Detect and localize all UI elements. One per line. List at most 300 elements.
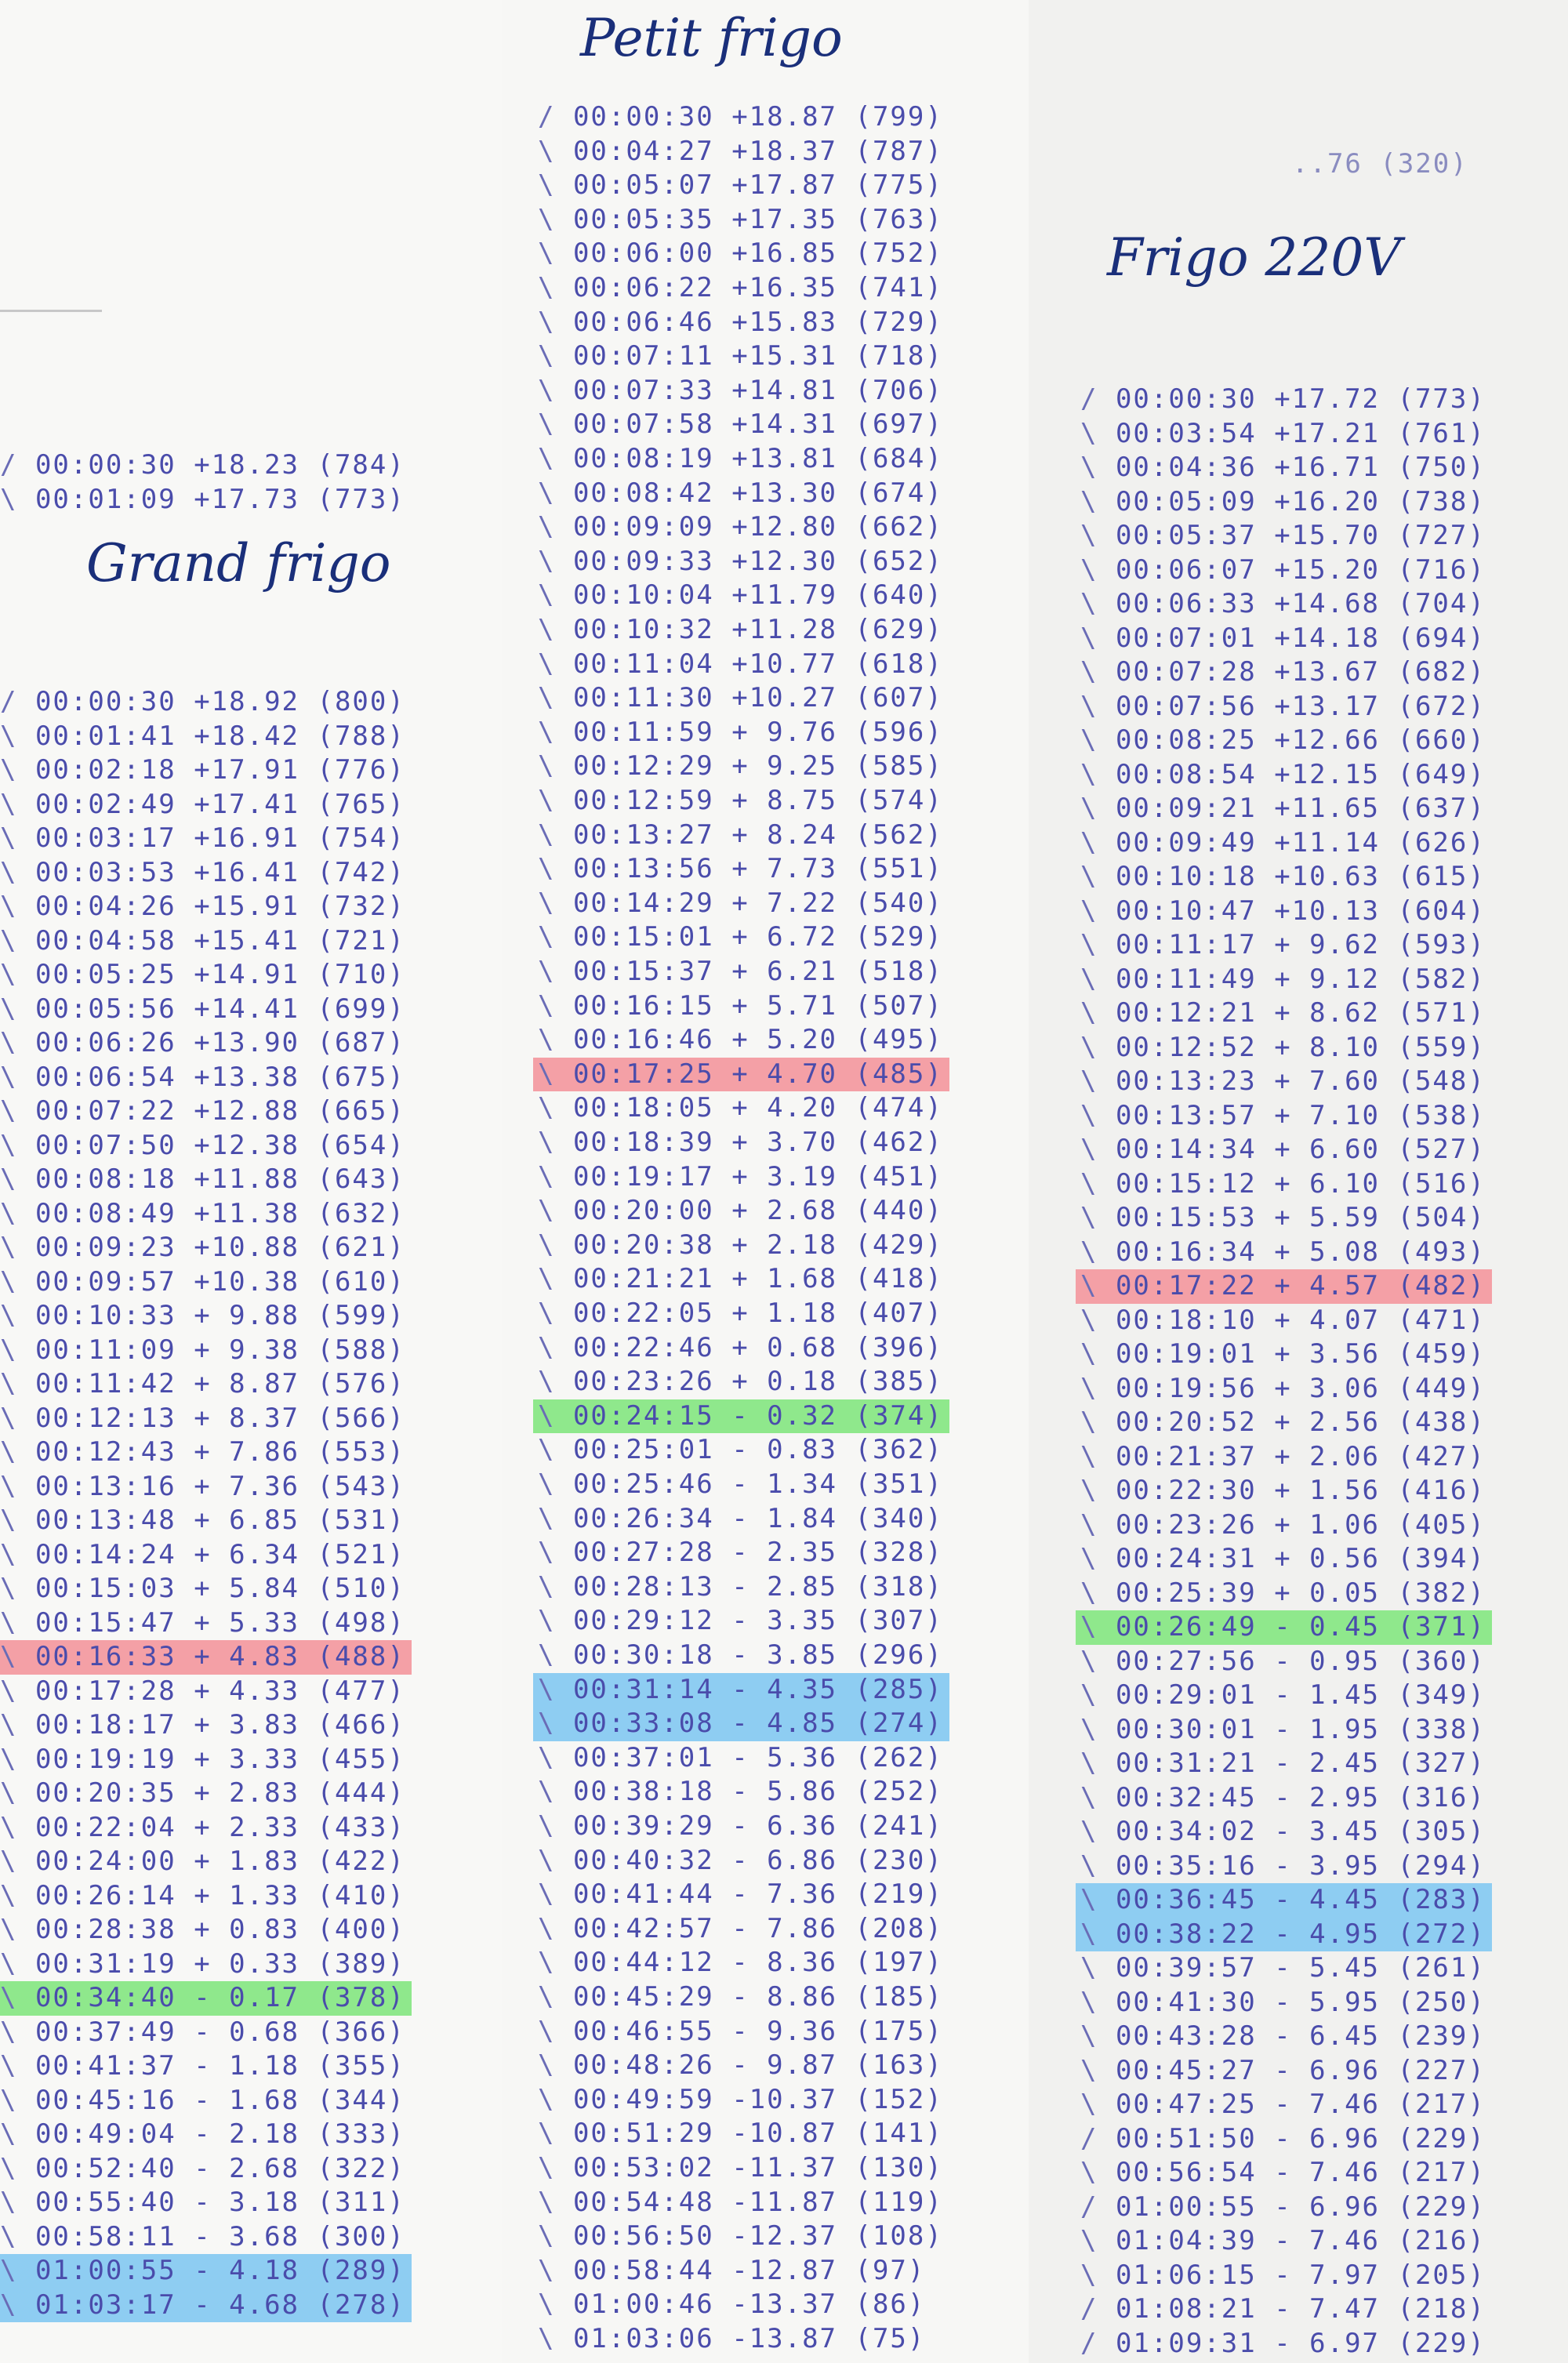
trend-mark: \ — [1080, 1849, 1116, 1882]
temperature-value: +17.21 — [1274, 417, 1398, 449]
trend-mark: \ — [538, 579, 573, 612]
log-row — [1076, 1440, 1492, 1475]
trend-mark: \ — [538, 1537, 573, 1569]
temperature-value: +14.31 — [731, 408, 855, 441]
raw-reading: (429) — [855, 1229, 943, 1261]
timestamp: 00:01:09 — [34, 483, 194, 515]
trend-mark: \ — [538, 1024, 573, 1056]
timestamp: 00:52:40 — [34, 2152, 194, 2184]
raw-reading: (477) — [317, 1675, 405, 1707]
log-row — [1076, 1747, 1492, 1781]
raw-reading: (451) — [855, 1160, 943, 1192]
timestamp: 00:14:24 — [34, 1538, 194, 1570]
log-row — [533, 1912, 949, 1947]
log-row — [1076, 1951, 1492, 1986]
timestamp: 00:40:32 — [572, 1844, 732, 1876]
trend-mark: \ — [538, 1605, 573, 1637]
log-row — [0, 1947, 412, 1982]
trend-mark: \ — [0, 1163, 35, 1195]
log-row — [1076, 1679, 1492, 1713]
strip-title-handwritten: Grand frigo — [86, 533, 391, 593]
temperature-value: + 7.86 — [194, 1436, 318, 1468]
raw-reading: (543) — [317, 1470, 405, 1502]
temperature-value: + 1.56 — [1274, 1475, 1398, 1506]
log-row — [1076, 1236, 1492, 1270]
raw-reading: (316) — [1397, 1781, 1486, 1813]
log-row — [1076, 2088, 1492, 2122]
temperature-value: +14.68 — [1274, 588, 1398, 619]
log-row — [1076, 383, 1492, 417]
log-row-highlighted — [0, 1640, 412, 1675]
timestamp: 00:10:04 — [572, 579, 732, 612]
temperature-value: - 6.45 — [1274, 2020, 1398, 2052]
raw-reading: (378) — [317, 1982, 405, 2013]
log-row — [0, 1129, 412, 1163]
raw-reading: (366) — [317, 2016, 405, 2048]
temperature-value: +13.30 — [731, 477, 855, 509]
paper-tear-line — [0, 310, 102, 312]
trend-mark: \ — [1080, 1713, 1116, 1745]
trend-mark: \ — [0, 483, 35, 515]
temperature-value: - 6.97 — [1274, 2327, 1398, 2359]
log-row — [1076, 1133, 1492, 1167]
log-row — [533, 2220, 949, 2254]
trend-mark: \ — [538, 1844, 573, 1876]
raw-reading: (274) — [855, 1708, 943, 1740]
timestamp: 00:28:38 — [34, 1914, 194, 1945]
temperature-value: + 3.70 — [731, 1127, 855, 1158]
trend-mark: \ — [0, 1811, 35, 1843]
temperature-value: - 6.96 — [1274, 2191, 1398, 2223]
trend-mark: \ — [1080, 1645, 1116, 1677]
raw-reading: (416) — [1397, 1475, 1486, 1506]
temperature-value: + 1.68 — [731, 1263, 855, 1295]
timestamp: 00:06:07 — [1115, 554, 1275, 586]
timestamp: 00:37:01 — [572, 1741, 732, 1773]
trend-mark: \ — [1080, 929, 1116, 960]
raw-reading: (699) — [317, 993, 405, 1025]
trend-mark: \ — [1080, 2225, 1116, 2256]
trend-mark: \ — [1080, 417, 1116, 449]
temperature-value: - 1.45 — [1274, 1679, 1398, 1711]
log-row — [0, 788, 412, 822]
raw-reading: (660) — [1397, 724, 1486, 756]
trend-mark: \ — [538, 750, 573, 782]
raw-reading: (219) — [855, 1878, 943, 1911]
raw-reading: (327) — [1397, 1748, 1486, 1779]
log-row — [1076, 1508, 1492, 1543]
trend-mark: \ — [538, 785, 573, 816]
temperature-value: +12.30 — [731, 545, 855, 577]
trend-mark: \ — [1080, 588, 1116, 619]
raw-reading: (205) — [1397, 2259, 1486, 2291]
temperature-value: + 2.68 — [731, 1195, 855, 1227]
timestamp: 00:34:40 — [34, 1982, 194, 2013]
trend-mark: \ — [538, 1708, 573, 1740]
timestamp: 00:41:37 — [34, 2050, 194, 2082]
log-row — [0, 1163, 412, 1197]
raw-reading: (510) — [317, 1573, 405, 1604]
partial-row-fragment: ..76 (320) — [1292, 148, 1468, 180]
raw-reading: (574) — [855, 785, 943, 816]
trend-mark: \ — [538, 1468, 573, 1500]
raw-reading: (704) — [1397, 588, 1486, 619]
temperature-value: + 3.33 — [194, 1743, 318, 1775]
temperature-value: - 8.86 — [731, 1981, 855, 2013]
log-row — [0, 1708, 412, 1743]
timestamp: 00:05:35 — [572, 203, 732, 235]
trend-mark: \ — [1080, 861, 1116, 892]
log-row — [533, 237, 949, 271]
timestamp: 01:06:15 — [1115, 2259, 1275, 2291]
timestamp: 00:15:37 — [572, 956, 732, 987]
raw-reading: (582) — [1397, 963, 1486, 995]
trend-mark: \ — [0, 1300, 35, 1331]
timestamp: 00:10:47 — [1115, 895, 1275, 927]
log-row — [533, 374, 949, 408]
raw-reading: (521) — [317, 1538, 405, 1570]
temperature-value: +12.66 — [1274, 724, 1398, 756]
temperature-value: - 9.87 — [731, 2049, 855, 2082]
raw-reading: (662) — [855, 511, 943, 543]
raw-reading: (527) — [1397, 1134, 1486, 1165]
raw-reading: (776) — [317, 754, 405, 786]
raw-reading: (615) — [1397, 861, 1486, 892]
temperature-value: +10.38 — [194, 1265, 318, 1298]
trend-mark: \ — [1080, 1816, 1116, 1847]
log-row — [533, 1023, 949, 1058]
temperature-value: +15.31 — [731, 340, 855, 372]
raw-reading: (482) — [1397, 1270, 1486, 1301]
trend-mark: \ — [0, 2289, 35, 2321]
raw-reading: (643) — [317, 1163, 405, 1195]
log-row — [0, 1334, 412, 1368]
timestamp: 00:31:14 — [572, 1673, 732, 1705]
raw-reading: (229) — [1397, 2327, 1486, 2359]
temperature-value: +12.88 — [194, 1095, 318, 1127]
log-row — [1076, 996, 1492, 1031]
temperature-value: - 0.32 — [731, 1399, 855, 1432]
raw-reading: (629) — [855, 614, 943, 645]
raw-reading: (433) — [317, 1811, 405, 1843]
log-row — [0, 2016, 412, 2050]
timestamp: 00:24:15 — [572, 1399, 732, 1432]
temperature-value: +18.42 — [194, 720, 318, 752]
log-row — [533, 1570, 949, 1605]
timestamp: 00:10:33 — [34, 1300, 194, 1331]
timestamp: 00:09:49 — [1115, 826, 1275, 858]
raw-reading: (440) — [855, 1195, 943, 1227]
temperature-value: +17.91 — [194, 754, 318, 786]
raw-reading: (593) — [1397, 929, 1486, 960]
trend-mark: \ — [1080, 1918, 1116, 1950]
raw-reading: (562) — [855, 819, 943, 851]
timestamp: 00:54:48 — [572, 2186, 732, 2218]
trend-mark: \ — [1080, 1304, 1116, 1336]
log-row — [533, 1331, 949, 1366]
timestamp: 00:13:48 — [34, 1505, 194, 1536]
raw-reading: (322) — [317, 2152, 405, 2184]
raw-reading: (371) — [1397, 1611, 1486, 1642]
temperature-value: +17.87 — [731, 169, 855, 201]
trend-mark: \ — [538, 1263, 573, 1295]
temperature-value: - 2.68 — [194, 2152, 318, 2184]
raw-reading: (553) — [317, 1436, 405, 1468]
log-row — [1076, 519, 1492, 554]
timestamp: 00:05:37 — [1115, 520, 1275, 551]
raw-reading: (163) — [855, 2049, 943, 2082]
temperature-value: +16.20 — [1274, 485, 1398, 517]
trend-mark: \ — [0, 1641, 35, 1672]
trend-mark: \ — [538, 1673, 573, 1705]
trend-mark: \ — [538, 887, 573, 919]
raw-reading: (571) — [1397, 997, 1486, 1029]
log-row — [1076, 963, 1492, 997]
temperature-value: + 4.70 — [731, 1058, 855, 1090]
raw-reading: (250) — [1397, 1986, 1486, 2018]
trend-mark: \ — [0, 720, 35, 752]
temperature-value: +17.35 — [731, 203, 855, 235]
timestamp: 00:20:00 — [572, 1195, 732, 1227]
timestamp: 00:07:58 — [572, 408, 732, 441]
timestamp: 00:39:57 — [1115, 1952, 1275, 1984]
timestamp: 00:49:59 — [572, 2083, 732, 2115]
temperature-value: + 1.33 — [194, 1879, 318, 1911]
log-row — [533, 648, 949, 682]
raw-reading: (289) — [317, 2255, 405, 2286]
raw-reading: (773) — [317, 483, 405, 515]
temperature-value: -12.87 — [731, 2254, 855, 2286]
timestamp: 00:23:26 — [572, 1366, 732, 1398]
trend-mark: / — [1080, 2122, 1116, 2154]
temperature-value: +16.71 — [1274, 452, 1398, 483]
log-row — [1076, 1986, 1492, 2020]
log-row — [1076, 826, 1492, 861]
timestamp: 00:04:36 — [1115, 452, 1275, 483]
printout-strip-grand-frigo — [0, 0, 502, 2363]
temperature-value: +14.81 — [731, 374, 855, 406]
timestamp: 00:38:22 — [1115, 1918, 1275, 1950]
trend-mark: \ — [1080, 2020, 1116, 2052]
temperature-value: + 6.10 — [1274, 1167, 1398, 1200]
temperature-value: - 0.83 — [731, 1434, 855, 1466]
trend-mark: \ — [1080, 1407, 1116, 1438]
temperature-value: + 6.72 — [731, 921, 855, 953]
log-row — [0, 1231, 412, 1265]
log-row — [0, 2152, 412, 2187]
trend-mark: \ — [0, 1505, 35, 1536]
log-row — [1076, 1372, 1492, 1407]
raw-reading: (296) — [855, 1639, 943, 1671]
trend-mark: \ — [538, 1741, 573, 1773]
timestamp: 00:12:29 — [572, 750, 732, 782]
timestamp: 01:09:31 — [1115, 2327, 1275, 2359]
timestamp: 00:08:18 — [34, 1163, 194, 1195]
raw-reading: (152) — [855, 2083, 943, 2115]
strip-title-handwritten: Frigo 220V — [1107, 227, 1402, 288]
trend-mark: \ — [538, 1776, 573, 1808]
temperature-value: +18.23 — [194, 449, 318, 481]
log-row — [1076, 1031, 1492, 1065]
raw-reading: (694) — [1397, 622, 1486, 654]
timestamp: 00:51:50 — [1115, 2122, 1275, 2154]
trend-mark: \ — [538, 1810, 573, 1842]
log-row — [533, 750, 949, 784]
timestamp: 00:47:25 — [1115, 2089, 1275, 2120]
raw-reading: (300) — [317, 2220, 405, 2252]
log-row — [533, 784, 949, 819]
timestamp: 00:34:02 — [1115, 1816, 1275, 1847]
timestamp: 00:04:58 — [34, 924, 194, 956]
trend-mark: \ — [0, 924, 35, 956]
log-row — [0, 822, 412, 856]
timestamp: 00:41:44 — [572, 1878, 732, 1911]
raw-reading: (252) — [855, 1776, 943, 1808]
trend-mark: \ — [538, 1366, 573, 1398]
trend-mark: \ — [538, 408, 573, 441]
timestamp: 00:58:44 — [572, 2254, 732, 2286]
log-row — [533, 2151, 949, 2186]
temperature-value: + 8.24 — [731, 819, 855, 851]
trend-mark: \ — [1080, 1134, 1116, 1165]
timestamp: 00:35:16 — [1115, 1849, 1275, 1882]
log-row — [1076, 1542, 1492, 1577]
trend-mark: \ — [538, 1195, 573, 1227]
timestamp: 00:26:49 — [1115, 1611, 1275, 1642]
log-row — [0, 856, 412, 891]
trend-mark: \ — [1080, 1577, 1116, 1609]
log-row — [0, 2220, 412, 2255]
log-row — [533, 2049, 949, 2083]
temperature-value: + 9.62 — [1274, 929, 1398, 960]
trend-mark: \ — [0, 891, 35, 922]
raw-reading: (732) — [317, 891, 405, 922]
timestamp: 01:00:46 — [572, 2289, 732, 2321]
trend-mark: \ — [1080, 622, 1116, 654]
timestamp: 00:48:26 — [572, 2049, 732, 2082]
trend-mark: \ — [1080, 1543, 1116, 1574]
trend-mark: \ — [538, 477, 573, 509]
log-row — [1076, 2327, 1492, 2361]
log-row — [0, 1367, 412, 1402]
trend-mark: \ — [538, 1912, 573, 1944]
timestamp: 00:05:56 — [34, 993, 194, 1025]
trend-mark: \ — [538, 1298, 573, 1329]
trend-mark: \ — [0, 1777, 35, 1809]
trend-mark: / — [538, 101, 573, 132]
log-row — [533, 1844, 949, 1878]
temperature-value: +10.88 — [194, 1232, 318, 1263]
raw-reading: (800) — [317, 686, 405, 717]
temperature-value: - 7.47 — [1274, 2293, 1398, 2325]
raw-reading: (566) — [317, 1402, 405, 1434]
log-row — [0, 753, 412, 788]
temperature-value: +16.35 — [731, 272, 855, 303]
trend-mark: \ — [1080, 1031, 1116, 1063]
temperature-value: +12.15 — [1274, 758, 1398, 790]
trend-mark: \ — [538, 1092, 573, 1124]
trend-mark: \ — [1080, 1065, 1116, 1097]
trend-mark: \ — [538, 1878, 573, 1911]
temperature-value: + 2.56 — [1274, 1407, 1398, 1438]
trend-mark: \ — [538, 2289, 573, 2321]
temperature-value: + 7.36 — [194, 1470, 318, 1502]
log-row — [0, 1675, 412, 1709]
trend-mark: \ — [1080, 2259, 1116, 2291]
log-row — [1076, 2292, 1492, 2327]
timestamp: 00:08:19 — [572, 443, 732, 474]
temperature-value: +15.83 — [731, 306, 855, 338]
trend-mark: \ — [0, 1675, 35, 1707]
trend-mark: \ — [1080, 1440, 1116, 1472]
temperature-value: +10.27 — [731, 682, 855, 714]
log-row-highlighted — [1076, 1883, 1492, 1918]
log-row — [0, 890, 412, 924]
temperature-value: + 3.06 — [1274, 1372, 1398, 1404]
timestamp: 00:55:40 — [34, 2187, 194, 2218]
timestamp: 00:31:19 — [34, 1947, 194, 1980]
log-row — [533, 1741, 949, 1776]
temperature-value: - 4.18 — [194, 2255, 318, 2286]
temperature-value: - 4.68 — [194, 2289, 318, 2321]
trend-mark: \ — [0, 2084, 35, 2116]
trend-mark: \ — [538, 340, 573, 372]
log-row — [533, 1980, 949, 2015]
trend-mark: \ — [0, 1095, 35, 1127]
temperature-value: + 0.83 — [194, 1914, 318, 1945]
log-row — [0, 924, 412, 959]
trend-mark: \ — [1080, 1986, 1116, 2018]
raw-reading: (738) — [1397, 485, 1486, 517]
temperature-value: - 0.68 — [194, 2016, 318, 2048]
temperature-value: + 4.33 — [194, 1675, 318, 1707]
log-row — [0, 1436, 412, 1470]
raw-reading: (355) — [317, 2050, 405, 2082]
timestamp: 00:11:04 — [572, 648, 732, 680]
timestamp: 00:20:35 — [34, 1777, 194, 1809]
timestamp: 00:49:04 — [34, 2118, 194, 2150]
trend-mark: \ — [538, 1502, 573, 1534]
temperature-value: + 3.83 — [194, 1709, 318, 1740]
trend-mark: \ — [538, 2049, 573, 2082]
timestamp: 00:06:22 — [572, 272, 732, 303]
temperature-value: - 3.35 — [731, 1605, 855, 1637]
temperature-value: + 7.10 — [1274, 1099, 1398, 1131]
temperature-value: - 2.95 — [1274, 1781, 1398, 1813]
temperature-value: - 4.95 — [1274, 1918, 1398, 1950]
timestamp: 00:08:42 — [572, 477, 732, 509]
trend-mark: \ — [538, 135, 573, 167]
log-row — [1076, 758, 1492, 793]
raw-reading: (773) — [1397, 383, 1486, 415]
raw-reading: (551) — [855, 853, 943, 885]
raw-reading: (507) — [855, 989, 943, 1022]
log-row — [1076, 451, 1492, 485]
temperature-value: + 5.33 — [194, 1606, 318, 1639]
timestamp: 00:07:22 — [34, 1095, 194, 1127]
trend-mark: \ — [1080, 1508, 1116, 1541]
timestamp: 00:56:50 — [572, 2220, 732, 2252]
trend-mark: \ — [538, 1434, 573, 1466]
raw-reading: (652) — [855, 545, 943, 577]
temperature-value: +10.77 — [731, 648, 855, 680]
trend-mark: \ — [0, 1436, 35, 1468]
temperature-value: - 5.95 — [1274, 1986, 1398, 2018]
trend-mark: \ — [0, 1265, 35, 1298]
raw-reading: (665) — [317, 1095, 405, 1127]
temperature-value: -11.87 — [731, 2186, 855, 2218]
log-row — [1076, 895, 1492, 929]
